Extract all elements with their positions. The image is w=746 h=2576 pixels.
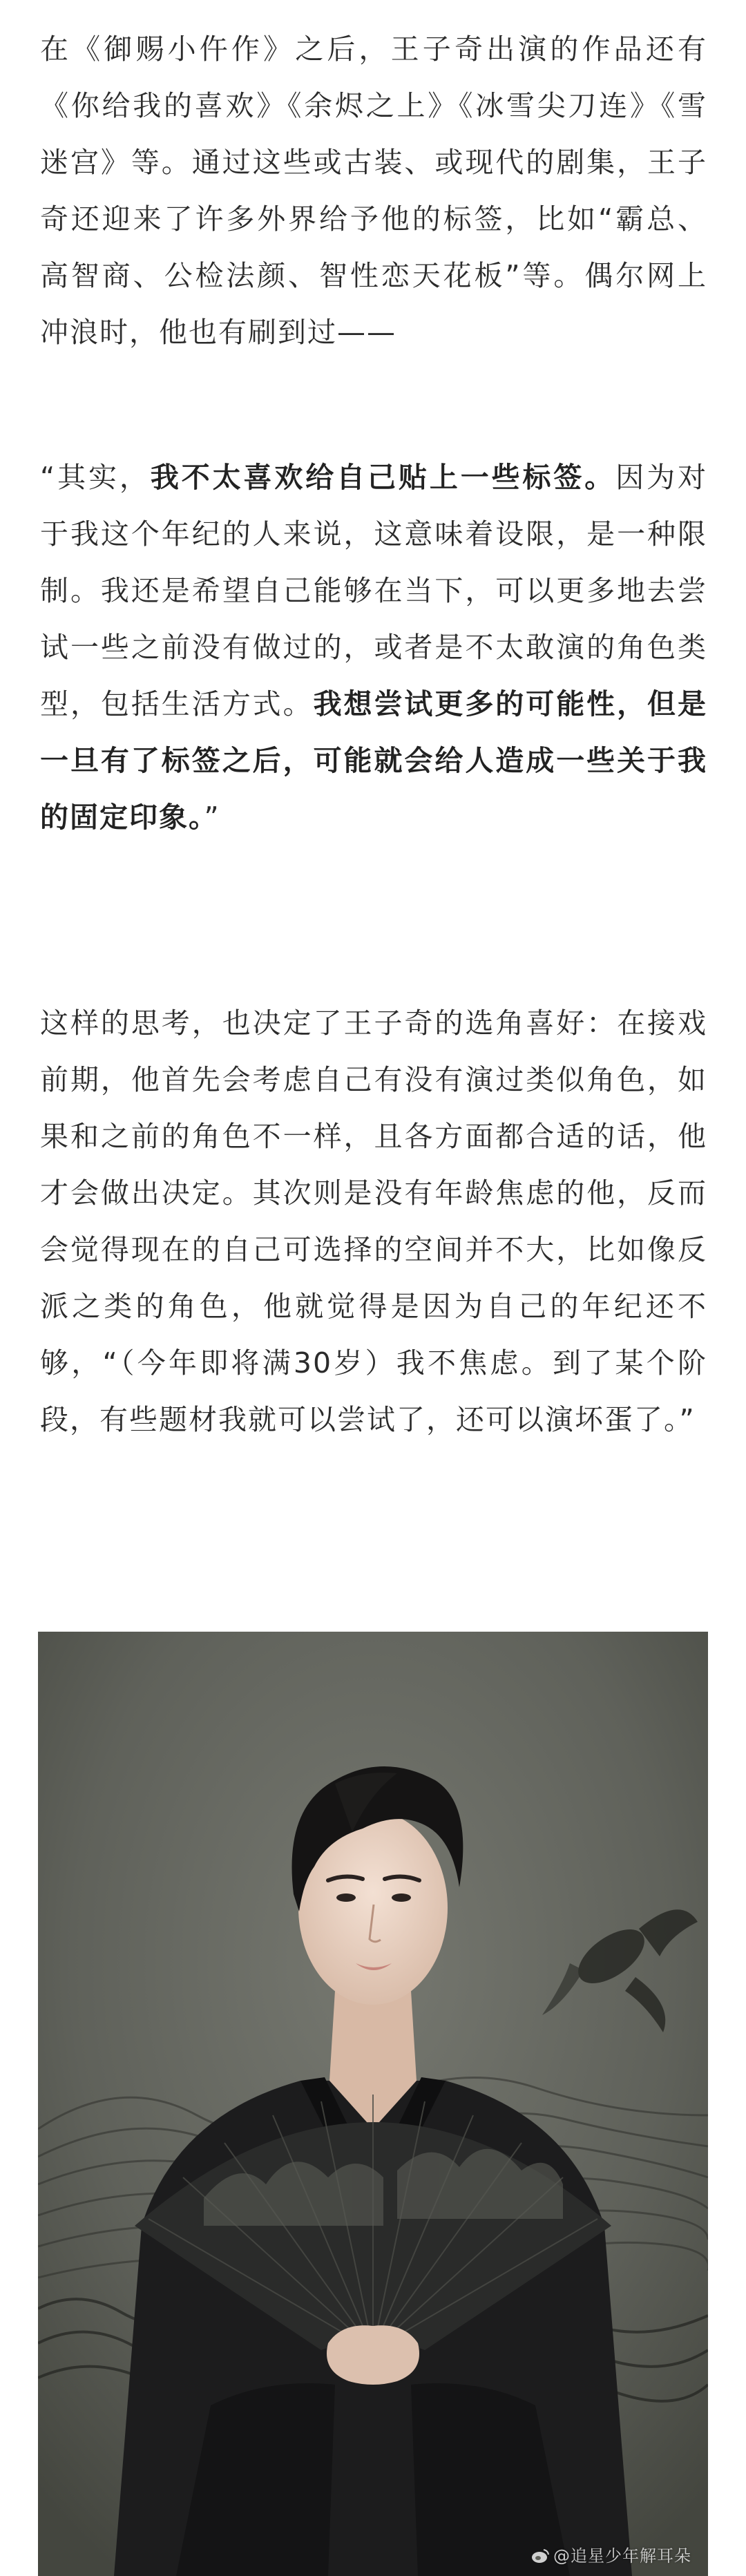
- paragraph-intro: 在《御赐小仵作》之后，王子奇出演的作品还有《你给我的喜欢》《余烬之上》《冰雪尖刀连》《雪迷宫》等。通过这些或古装、或现代的剧集，王子奇还迎来了许多外界给予他的标签，比如“霸总、高智商、公检法颜、智性恋天花板”等。偶尔网上冲浪时，他也有刷到过——: [40, 32, 707, 349]
- photo-watermark: [531, 2542, 691, 2566]
- quote-bold-text: 我想尝试更多的可能性，但是一旦有了标签之后，可能就会给人造成一些关于我的固定印象。: [40, 687, 708, 834]
- quote-close-mark: ”: [204, 801, 220, 834]
- quote-bold-text: 我不太喜欢给自己贴上一些标签。: [150, 461, 616, 494]
- eye-right: [392, 1893, 411, 1902]
- watermark-text: @追星少年解耳朵: [553, 2546, 691, 2566]
- portrait-photo: [38, 1632, 708, 2576]
- eye-left: [336, 1893, 356, 1902]
- paragraph-casting: 这样的思考，也决定了王子奇的选角喜好：在接戏前期，他首先会考虑自己有没有演过类似角色，如果和之前的角色不一样，且各方面都合适的话，他才会做出决定。其次则是没有年龄焦虑的他，反而会觉得现在的自己可选择的空间并不大，比如像反派之类的角色，他就觉得是因为自己的年纪还不够，“（今年即将满30岁）我不焦虑。到了某个阶段，有些题材我就可以尝试了，还可以演坏蛋了。”: [40, 1006, 707, 1436]
- quote-text: “其实，: [40, 461, 151, 494]
- portrait-illustration: [38, 1632, 708, 2576]
- paragraph-quote: [40, 449, 707, 846]
- weibo-icon: [531, 2548, 549, 2564]
- hands: [327, 2325, 419, 2385]
- quote-text: 因为对于我这个年纪的人来说，这意味着设限，是一种限制。我还是希望自己能够在当下，可以更多地去尝试一些之前没有做过的，或者是不太敢演的角色类型，包括生活方式。: [40, 461, 708, 721]
